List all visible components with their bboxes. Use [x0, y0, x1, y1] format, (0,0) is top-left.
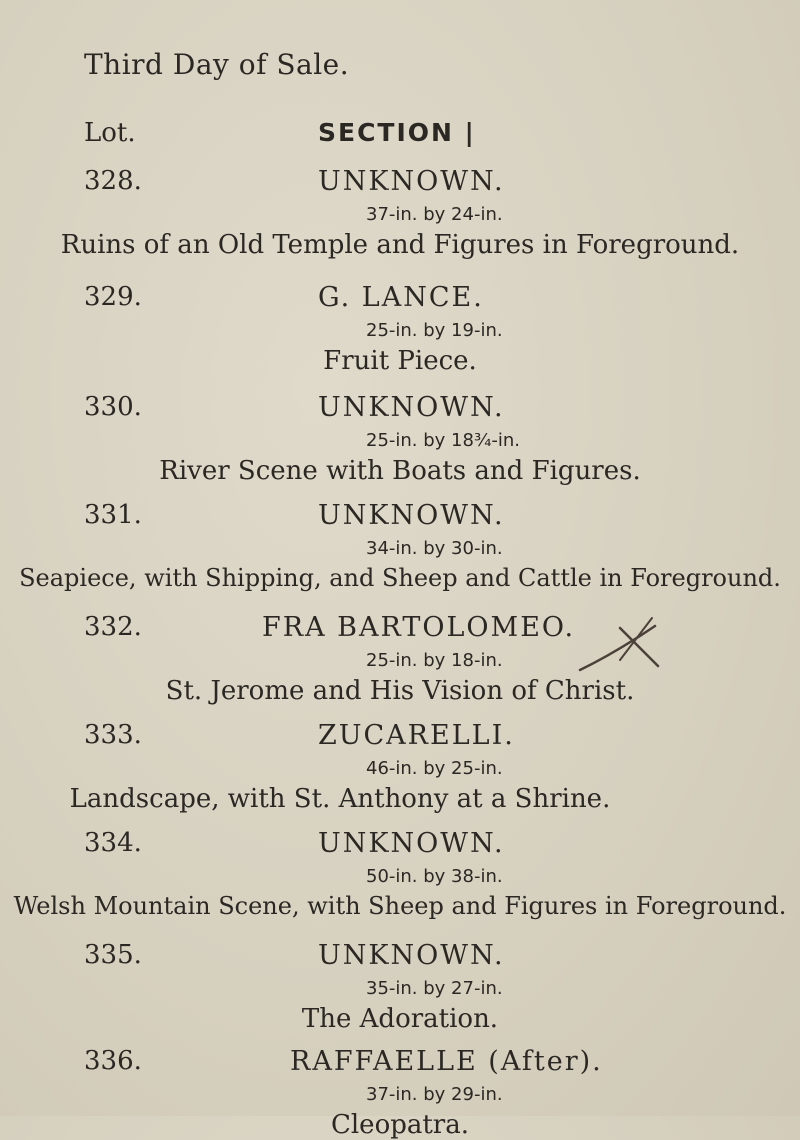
lot-artist: FRA BARTOLOMEO. — [262, 612, 576, 643]
lot-number: 331. — [84, 500, 142, 530]
lot-number: 333. — [84, 720, 142, 750]
section-label: SECTION | — [318, 118, 476, 147]
lot-number: 336. — [84, 1046, 142, 1076]
page-header: Third Day of Sale. — [84, 48, 350, 81]
lot-size: 25-in. by 18-in. — [366, 650, 503, 671]
lot-title: Landscape, with St. Anthony at a Shrine. — [69, 784, 611, 814]
lot-number: 329. — [84, 282, 142, 312]
handwritten-mark-icon — [560, 598, 670, 688]
lot-title: St. Jerome and His Vision of Christ. — [165, 676, 635, 706]
lot-artist: G. LANCE. — [318, 282, 484, 313]
lot-number: 330. — [84, 392, 142, 422]
lot-artist: UNKNOWN. — [318, 940, 505, 971]
lot-title: The Adoration. — [301, 1004, 499, 1034]
lot-size: 25-in. by 18¾-in. — [366, 430, 521, 451]
lot-size: 37-in. by 29-in. — [366, 1084, 503, 1105]
lot-title: Welsh Mountain Scene, with Sheep and Figures in Foreground. — [13, 892, 787, 920]
lot-size: 37-in. by 24-in. — [366, 204, 503, 225]
lot-title: Seapiece, with Shipping, and Sheep and Cattle in Foreground. — [19, 564, 781, 592]
lot-artist: UNKNOWN. — [318, 828, 505, 859]
lot-size: 25-in. by 19-in. — [366, 320, 503, 341]
lot-artist: UNKNOWN. — [318, 166, 505, 197]
lot-number: 334. — [84, 828, 142, 858]
lot-title: Ruins of an Old Temple and Figures in Foreground. — [60, 230, 740, 260]
lot-artist: ZUCARELLI. — [318, 720, 515, 751]
lot-size: 50-in. by 38-in. — [366, 866, 503, 887]
lot-size: 46-in. by 25-in. — [366, 758, 503, 779]
lot-number: 335. — [84, 940, 142, 970]
lot-title: River Scene with Boats and Figures. — [159, 456, 641, 486]
lot-artist: UNKNOWN. — [318, 500, 505, 531]
lot-title: Fruit Piece. — [323, 346, 477, 376]
lot-artist: RAFFAELLE (After). — [290, 1046, 603, 1077]
lot-number: 328. — [84, 166, 142, 196]
lot-size: 34-in. by 30-in. — [366, 538, 503, 559]
lot-title: Cleopatra. — [330, 1110, 470, 1140]
lot-artist: UNKNOWN. — [318, 392, 505, 423]
lot-number: 332. — [84, 612, 142, 642]
lot-column-label: Lot. — [84, 118, 136, 148]
lot-size: 35-in. by 27-in. — [366, 978, 503, 999]
